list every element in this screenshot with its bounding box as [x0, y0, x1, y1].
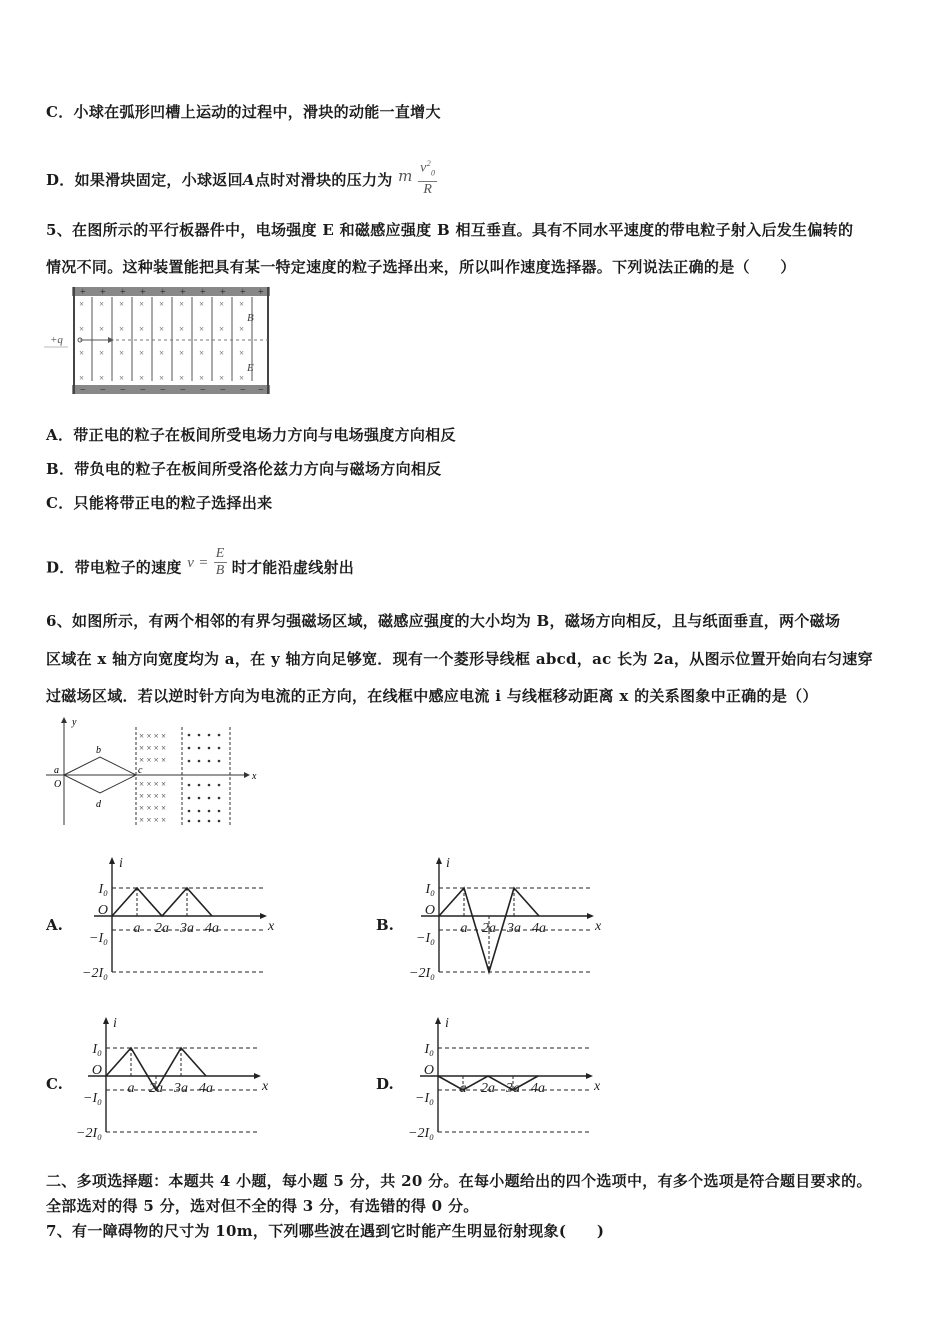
svg-text:−: − — [140, 385, 146, 396]
q5-formula-num: E — [215, 546, 225, 561]
x-tick-label: 2a — [155, 921, 169, 936]
section2-line1: 二、多项选择题：本题共 4 小题，每小题 5 分，共 20 分。在每小题给出的四个选项中，有多个选项是符合题目要求的。 — [46, 1172, 872, 1190]
q5-velocity-selector-figure — [44, 285, 274, 397]
q4-formula-m: m — [398, 167, 413, 186]
i-axis-arrow — [103, 1017, 109, 1024]
q5-formula-fraction — [214, 546, 227, 579]
q5-b-label: B — [247, 312, 254, 324]
q4-option-c: C．小球在弧形凹槽上运动的过程中，滑块的动能一直增大 — [46, 103, 441, 121]
x-tick-label: 4a — [205, 921, 219, 936]
i0-label: I₀ — [424, 1042, 434, 1057]
x-tick-label: a — [460, 921, 468, 936]
q4-option-d-post: 点时对滑块的压力为 — [254, 171, 393, 190]
svg-text:×: × — [179, 348, 185, 358]
svg-text:×: × — [179, 324, 185, 334]
x-tick-label: 2a — [481, 1081, 495, 1096]
svg-text:×: × — [239, 373, 245, 383]
svg-text:+: + — [100, 287, 106, 298]
q5-formula-den: B — [215, 563, 225, 578]
svg-text:−: − — [120, 385, 126, 396]
svg-text:× × × ×: × × × × — [139, 743, 167, 753]
x-tick-label: 2a — [482, 921, 496, 936]
svg-text:+: + — [120, 287, 126, 298]
svg-text:×: × — [119, 299, 125, 309]
q6-dot-region — [188, 734, 221, 823]
q5-e-label: E — [247, 362, 254, 374]
q5-magnetic-crosses — [79, 299, 244, 383]
svg-text:+: + — [80, 287, 86, 298]
x-tick-label: 4a — [199, 1081, 213, 1096]
svg-text:×: × — [99, 299, 105, 309]
q6-graph-option-d[interactable] — [404, 1012, 604, 1140]
origin-label: O — [97, 903, 108, 918]
svg-text:×: × — [119, 348, 125, 358]
neg-i0-label: −I₀ — [416, 931, 435, 946]
neg-2i0-label: −2I₀ — [76, 1126, 102, 1140]
svg-text:×: × — [159, 348, 165, 358]
x-axis-arrow — [586, 1073, 593, 1079]
x-axis-label: x — [268, 919, 275, 934]
svg-text:+: + — [240, 287, 246, 298]
svg-text:−: − — [240, 385, 246, 396]
svg-text:×: × — [219, 324, 225, 334]
svg-text:+: + — [258, 287, 264, 298]
q6-option-b-label[interactable]: B. — [376, 916, 394, 934]
q5-charge-label: +q — [50, 334, 63, 346]
q6-stem-line1: 6、如图所示，有两个相邻的有界匀强磁场区域，磁感应强度的大小均为 B，磁场方向相反，且与纸面垂直，两个磁场 — [46, 612, 841, 630]
svg-text:×: × — [199, 348, 205, 358]
svg-text:×: × — [139, 373, 145, 383]
svg-text:−: − — [220, 385, 226, 396]
svg-text:× × × ×: × × × × — [139, 791, 167, 801]
x-tick-label: 2a — [149, 1081, 163, 1096]
i-axis-label: i — [446, 856, 450, 871]
svg-text:×: × — [79, 373, 85, 383]
q5-option-d-pre: D．带电粒子的速度 — [46, 558, 182, 577]
q6-cross-region — [139, 731, 166, 825]
current-curve — [112, 888, 212, 916]
svg-text:×: × — [79, 299, 85, 309]
q5-stem-line2: 情况不同。这种装置能把具有某一特定速度的粒子选择出来，所以叫作速度选择器。下列说法正确的是（ ） — [46, 258, 796, 276]
svg-text:×: × — [239, 324, 245, 334]
neg-i0-label: −I₀ — [89, 931, 108, 946]
svg-text:×: × — [199, 373, 205, 383]
q7-stem: 7、有一障碍物的尺寸为 10m，下列哪些波在遇到它时能产生明显衍射现象( ) — [46, 1222, 605, 1240]
q6-graph-option-b[interactable] — [405, 852, 605, 980]
svg-text:×: × — [99, 348, 105, 358]
q6-y-label: y — [72, 717, 77, 728]
svg-text:×: × — [99, 373, 105, 383]
q6-c-label: c — [138, 765, 143, 776]
q6-option-a-label[interactable]: A. — [46, 916, 63, 934]
x-axis-arrow — [254, 1073, 261, 1079]
q5-option-b: B．带负电的粒子在板间所受洛伦兹力方向与磁场方向相反 — [46, 460, 442, 478]
svg-text:×: × — [239, 299, 245, 309]
x-tick-label: 3a — [180, 921, 194, 936]
q6-magnetic-field-figure — [44, 715, 264, 827]
q6-x-label: x — [252, 771, 257, 782]
q4-formula-den: R — [423, 182, 433, 198]
svg-text:×: × — [239, 348, 245, 358]
x-tick-label: 3a — [506, 1081, 520, 1096]
q5-option-a: A．带正电的粒子在板间所受电场力方向与电场强度方向相反 — [46, 426, 456, 444]
svg-text:×: × — [99, 324, 105, 334]
svg-text:−: − — [258, 385, 264, 396]
svg-text:× × × ×: × × × × — [139, 779, 167, 789]
svg-text:×: × — [119, 373, 125, 383]
svg-text:+: + — [140, 287, 146, 298]
q5-field-lines — [92, 297, 252, 381]
svg-text:×: × — [139, 299, 145, 309]
svg-text:×: × — [79, 324, 85, 334]
i-axis-label: i — [113, 1016, 117, 1031]
origin-label: O — [424, 903, 435, 918]
svg-text:×: × — [79, 348, 85, 358]
neg-i0-label: −I₀ — [83, 1091, 102, 1106]
svg-text:+: + — [160, 287, 166, 298]
q4-formula-fraction: $\frac{v^2_0}{R}$ — [418, 156, 437, 198]
neg-2i0-label: −2I₀ — [409, 966, 435, 980]
x-axis-label: x — [262, 1079, 269, 1094]
svg-text:×: × — [219, 373, 225, 383]
x-tick-label: 4a — [532, 921, 546, 936]
x-axis-label: x — [594, 1079, 601, 1094]
q4-option-d-point: A — [242, 171, 255, 190]
svg-text:−: − — [200, 385, 206, 396]
neg-i0-label: −I₀ — [415, 1091, 434, 1106]
i-axis-arrow — [109, 857, 115, 864]
section2-line2: 全部选对的得 5 分，选对但不全的得 3 分，有选错的得 0 分。 — [46, 1197, 479, 1215]
svg-text:−: − — [80, 385, 86, 396]
x-tick-label: 3a — [174, 1081, 188, 1096]
q4-option-d — [46, 160, 437, 202]
i0-label: I₀ — [425, 882, 435, 897]
svg-text:×: × — [159, 324, 165, 334]
i-axis-arrow — [435, 1017, 441, 1024]
origin-label: O — [91, 1063, 102, 1078]
i-axis-label: i — [445, 1016, 449, 1031]
x-axis-arrow — [260, 913, 267, 919]
q6-option-c-label[interactable]: C. — [46, 1075, 63, 1093]
svg-text:×: × — [139, 324, 145, 334]
x-axis-label: x — [595, 919, 602, 934]
svg-text:×: × — [219, 299, 225, 309]
svg-text:×: × — [179, 373, 185, 383]
svg-text:−: − — [160, 385, 166, 396]
q6-option-d-label[interactable]: D. — [376, 1075, 394, 1093]
svg-text:×: × — [139, 348, 145, 358]
svg-text:×: × — [159, 373, 165, 383]
q6-origin-label: O — [54, 779, 62, 790]
x-axis-arrow — [587, 913, 594, 919]
neg-2i0-label: −2I₀ — [82, 966, 108, 980]
svg-text:−: − — [180, 385, 186, 396]
q5-formula-v: v = — [187, 554, 209, 571]
q4-option-d-pre: D．如果滑块固定，小球返回 — [46, 171, 243, 190]
svg-text:×: × — [199, 299, 205, 309]
svg-text:×: × — [199, 324, 205, 334]
svg-text:×: × — [219, 348, 225, 358]
svg-text:× × × ×: × × × × — [139, 731, 167, 741]
origin-label: O — [423, 1063, 434, 1078]
q6-graph-option-c[interactable] — [72, 1012, 272, 1140]
i-axis-label: i — [119, 856, 123, 871]
q4-formula-num: v — [420, 160, 427, 176]
x-tick-label: a — [127, 1081, 135, 1096]
x-tick-label: 4a — [531, 1081, 545, 1096]
q6-d-label: d — [96, 799, 101, 810]
q6-stem-line2: 区域在 x 轴方向宽度均为 a，在 y 轴方向足够宽．现有一个菱形导线框 abcd，ac 长为 2a，从图示位置开始向右匀速穿 — [46, 650, 873, 668]
q6-a-label: a — [54, 765, 59, 776]
q5-option-c: C．只能将带正电的粒子选择出来 — [46, 494, 273, 512]
svg-text:× × × ×: × × × × — [139, 755, 167, 765]
svg-text:×: × — [159, 299, 165, 309]
x-tick-label: 3a — [507, 921, 521, 936]
q5-option-d — [46, 546, 355, 585]
svg-text:× × × ×: × × × × — [139, 803, 167, 813]
i0-label: I₀ — [98, 882, 108, 897]
svg-text:+: + — [180, 287, 186, 298]
svg-text:×: × — [119, 324, 125, 334]
x-tick-label: a — [459, 1081, 467, 1096]
q6-b-label: b — [96, 745, 101, 756]
svg-text:+: + — [200, 287, 206, 298]
svg-text:−: − — [100, 385, 106, 396]
i-axis-arrow — [436, 857, 442, 864]
svg-text:+: + — [220, 287, 226, 298]
svg-text:×: × — [179, 299, 185, 309]
svg-text:× × × ×: × × × × — [139, 815, 167, 825]
q5-option-d-post: 时才能沿虚线射出 — [231, 558, 355, 577]
q6-graph-option-a[interactable] — [78, 852, 278, 980]
i0-label: I₀ — [92, 1042, 102, 1057]
q5-stem-line1: 5、在图所示的平行板器件中，电场强度 E 和磁感应强度 B 相互垂直。具有不同水平速度的带电粒子射入后发生偏转的 — [46, 221, 854, 239]
q6-stem-line3: 过磁场区域．若以逆时针方向为电流的正方向，在线框中感应电流 i 与线框移动距离 x 的关系图象中正确的是（） — [46, 687, 818, 705]
x-tick-label: a — [133, 921, 141, 936]
neg-2i0-label: −2I₀ — [408, 1126, 434, 1140]
